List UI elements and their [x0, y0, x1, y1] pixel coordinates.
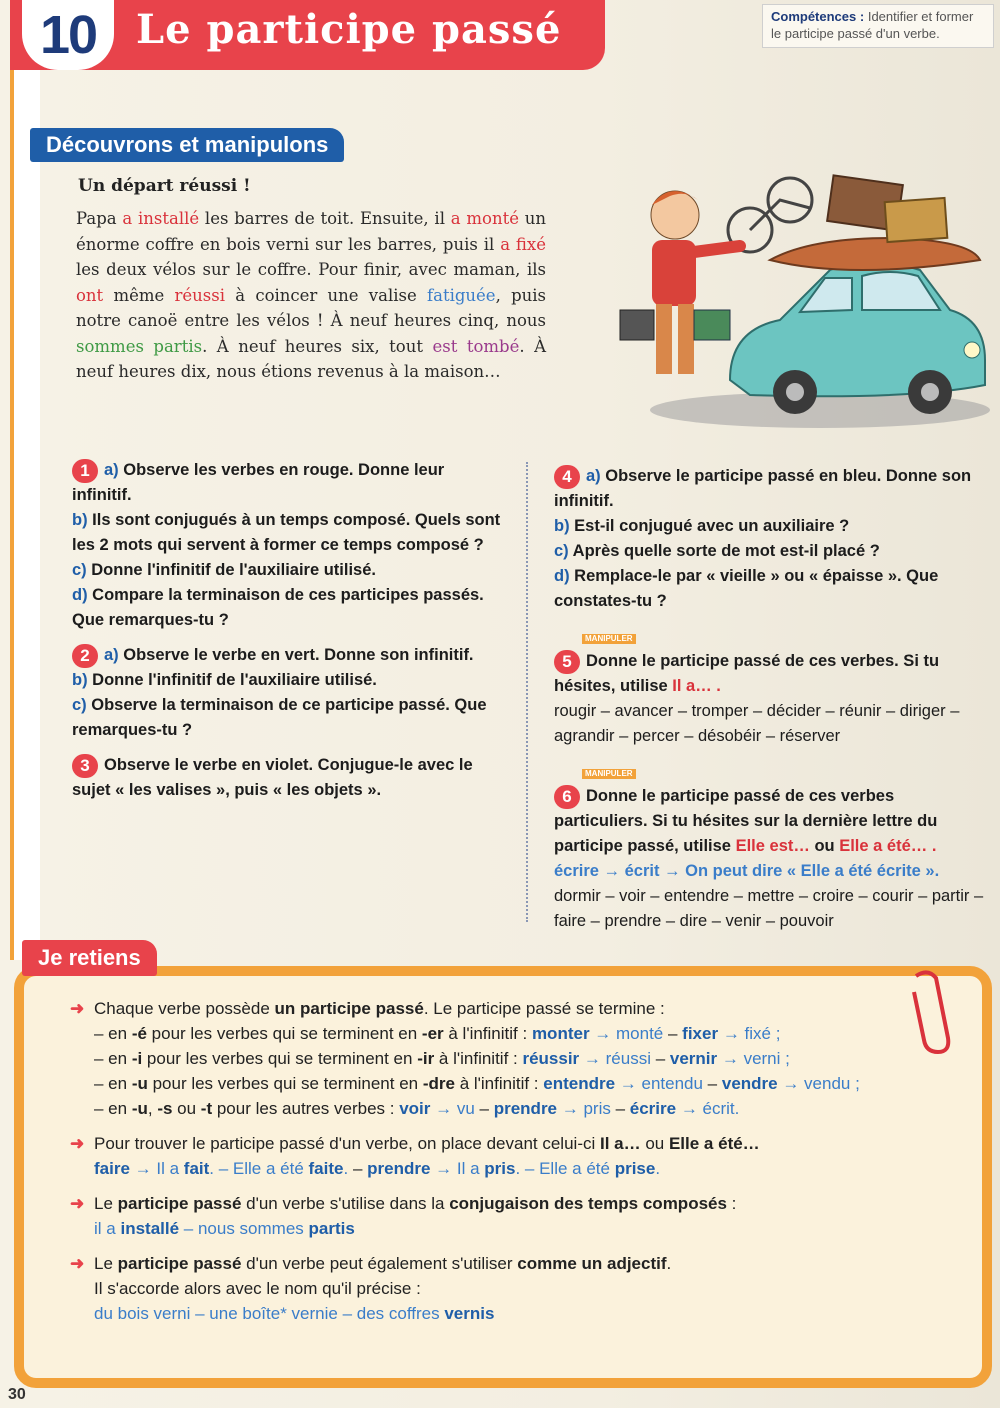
exercise-number: 4	[554, 465, 580, 489]
exercise-3: 3 Observe le verbe en violet. Conjugue-le avec le sujet « les valises », puis « les objets ».	[72, 755, 473, 799]
column-separator	[526, 462, 528, 922]
exercise-6: MANIPULER 6 Donne le participe passé de ces verbes particuliers. Si tu hésites sur la dernière lettre du participe passé, utilise Elle est… ou Elle a été… . écrire → écrit → On peut dire « Elle a été écrite ». dormir – voir – entendre – mettre – croire – courir – partir – faire – prendre – dire – venir – pouvoir	[554, 759, 990, 934]
arrow-icon: ➜	[70, 1134, 85, 1153]
exercises-left-column	[72, 458, 504, 813]
exercise-number: 5	[554, 650, 580, 674]
arrow-icon: ➜	[70, 1194, 85, 1213]
competences-text: Identifier et former le participe passé d'un verbe.	[771, 9, 974, 41]
competences-label: Compétences :	[771, 9, 865, 24]
retiens-content	[70, 996, 950, 1336]
story-title: Un départ réussi !	[78, 176, 251, 196]
story-text: Papa a installé les barres de toit. Ensuite, il a monté un énorme coffre en bois verni sur les barres, puis il a fixé les deux vélos sur le coffre. Pour finir, avec maman, ils ont même réussi à coincer une valise fatiguée, puis notre canoë entre les vélos ! À neuf heures cinq, nous sommes partis. À neuf heures six, tout est tombé. À neuf heures dix, nous étions revenus à la maison…	[76, 209, 547, 381]
verb-violet: est tombé	[432, 336, 520, 356]
rule-3: ➜ Le participe passé d'un verbe s'utilise dans la conjugaison des temps composés : il a installé – nous sommes partis	[70, 1191, 950, 1241]
verb-red: ont	[76, 285, 104, 305]
exercise-number: 2	[72, 644, 98, 668]
lesson-header	[10, 0, 605, 70]
verb-green: sommes partis	[76, 336, 203, 356]
exercise-number: 1	[72, 459, 98, 483]
exercise-5-words: rougir – avancer – tromper – décider – réunir – diriger – agrandir – percer – désobéir – réserver	[554, 702, 960, 745]
retiens-title: Je retiens	[22, 940, 157, 976]
lesson-title: Le participe passé	[136, 6, 562, 53]
verb-red: a installé	[122, 209, 200, 228]
exercise-2: 2 a) Observe le verbe en vert. Donne son infinitif. b) Donne l'infinitif de l'auxiliaire utilisé. c) Observe la terminaison de ce participe passé. Que remarques-tu ?	[72, 645, 487, 739]
exercise-4: 4 a) Observe le participe passé en bleu. Donne son infinitif. b) Est-il conjugué avec un auxiliaire ? c) Après quelle sorte de mot est-il placé ? d) Remplace-le par « vieille » ou « épaisse ». Que constates-tu ?	[554, 466, 972, 610]
arrow-icon: ➜	[70, 1254, 85, 1273]
car-illustration	[590, 160, 990, 430]
verb-red: a fixé	[500, 234, 546, 254]
manipuler-badge: MANIPULER	[582, 769, 636, 779]
rule-2: ➜ Pour trouver le participe passé d'un verbe, on place devant celui-ci Il a… ou Elle a été… faire → Il a fait. – Elle a été faite. – prendre → Il a pris. – Elle a été prise.	[70, 1131, 950, 1181]
participle-blue: fatiguée	[427, 285, 496, 305]
verb-red: a monté	[450, 209, 519, 228]
exercise-1: 1 a) Observe les verbes en rouge. Donne leur infinitif. b) Ils sont conjugués à un temps composé. Quels sont les 2 mots qui servent à former ce temps composé ? c) Donne l'infinitif de l'auxiliaire utilisé. d) Compare la terminaison de ces participes passés. Que remarques-tu ?	[72, 460, 501, 629]
exercise-number: 3	[72, 754, 98, 778]
lesson-number: 10	[22, 0, 114, 70]
rule-4: ➜ Le participe passé d'un verbe peut également s'utiliser comme un adjectif. Il s'accorde alors avec le nom qu'il précise : du bois verni – une boîte* vernie – des coffres vernis	[70, 1251, 950, 1326]
exercise-5: MANIPULER 5 Donne le participe passé de ces verbes. Si tu hésites, utilise Il a… . rougir – avancer – tromper – décider – réunir – diriger – agrandir – percer – désobéir – réserver	[554, 624, 990, 749]
exercise-6-example: écrire → écrit → On peut dire « Elle a été écrite ».	[554, 862, 940, 880]
arrow-icon: ➜	[70, 999, 85, 1018]
section-title: Découvrons et manipulons	[30, 128, 344, 162]
verb-red: réussi	[174, 285, 226, 305]
exercise-number: 6	[554, 785, 580, 809]
competences-box	[762, 4, 994, 48]
manipuler-badge: MANIPULER	[582, 634, 636, 644]
exercises-right-column	[554, 464, 990, 944]
rule-1: ➜ Chaque verbe possède un participe passé. Le participe passé se termine : – en -é pour les verbes qui se terminent en -er à l'infinitif : monter → monté – fixer → fixé ; – en -i pour les verbes qui se terminent en -ir à l'infinitif : réussir → réussi – vernir → verni ; – en -u pour les verbes qui se terminent en -dre à l'infinitif : entendre → entendu – vendre → vendu ; – en -u, -s ou -t pour les autres verbes : voir → vu – prendre → pris – écrire → écrit.	[70, 996, 950, 1121]
page-number: 30	[8, 1386, 26, 1403]
exercise-6-words: dormir – voir – entendre – mettre – croire – courir – partir – faire – prendre – dire – venir – pouvoir	[554, 887, 984, 930]
